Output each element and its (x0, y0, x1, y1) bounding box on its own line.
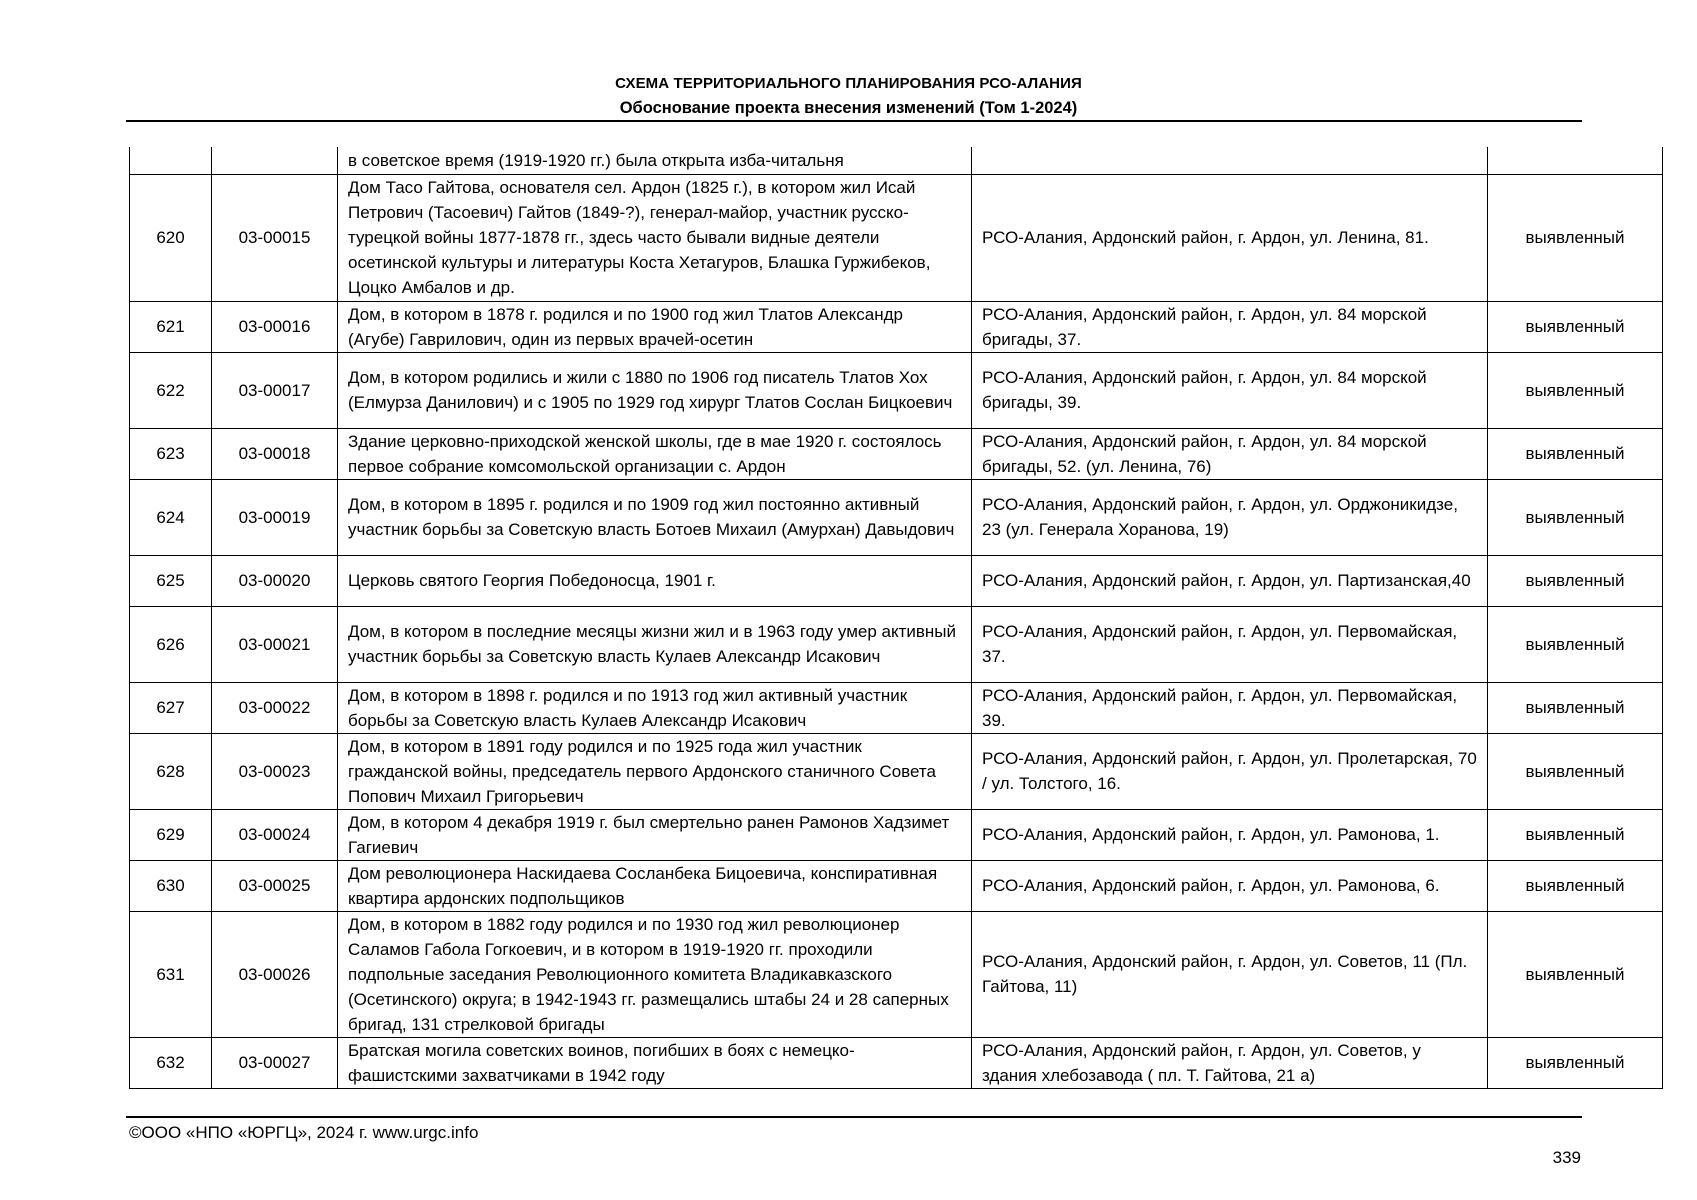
table-row (130, 682, 1663, 733)
table-row (130, 733, 1663, 809)
cell-number: 627 (130, 682, 212, 733)
cell-code: 03-00016 (212, 301, 338, 352)
cell-status: выявленный (1488, 860, 1663, 911)
cell-status: выявленный (1488, 911, 1663, 1037)
cell-name: Дом Тасо Гайтова, основателя сел. Ардон (1825 г.), в котором жил Исай Петрович (Тасоевич) Гайтов (1849-?), генерал-майор, участник русско-турецкой войны 1877-1878 гг., здесь часто бывали видные деятели осетинской культуры и литературы Коста Хетагуров, Блашка Гуржибеков, Цоцко Амбалов и др. (338, 174, 972, 301)
cell-number: 620 (130, 174, 212, 301)
cell-number: 628 (130, 733, 212, 809)
cell-status: выявленный (1488, 809, 1663, 860)
cell-address: РСО-Алания, Ардонский район, г. Ардон, ул. Советов, 11 (Пл. Гайтова, 11) (972, 911, 1488, 1037)
cell-status: выявленный (1488, 733, 1663, 809)
cell-name: в советское время (1919-1920 гг.) была открыта изба-читальня (338, 147, 972, 174)
cell-address: РСО-Алания, Ардонский район, г. Ардон, ул. Рамонова, 6. (972, 860, 1488, 911)
cell-address: РСО-Алания, Ардонский район, г. Ардон, ул. Рамонова, 1. (972, 809, 1488, 860)
cell-address: РСО-Алания, Ардонский район, г. Ардон, ул. 84 морской бригады, 52. (ул. Ленина, 76) (972, 428, 1488, 479)
cell-status: выявленный (1488, 1037, 1663, 1088)
table-row (130, 860, 1663, 911)
cell-name: Церковь святого Георгия Победоносца, 1901 г. (338, 555, 972, 606)
cell-number: 632 (130, 1037, 212, 1088)
cell-number: 631 (130, 911, 212, 1037)
cell-status: выявленный (1488, 682, 1663, 733)
cell-status: выявленный (1488, 555, 1663, 606)
document-header (0, 72, 1697, 120)
table-row (130, 428, 1663, 479)
cell-code: 03-00020 (212, 555, 338, 606)
table-row (130, 911, 1663, 1037)
cell-name: Братская могила советских воинов, погибших в боях с немецко-фашистскими захватчиками в 1942 году (338, 1037, 972, 1088)
cell-status: выявленный (1488, 428, 1663, 479)
footer-copyright: ©ООО «НПО «ЮРГЦ», 2024 г. www.urgc.info (129, 1123, 479, 1142)
cell-status: выявленный (1488, 352, 1663, 428)
cell-address: РСО-Алания, Ардонский район, г. Ардон, ул. Партизанская,40 (972, 555, 1488, 606)
cell-name: Здание церковно-приходской женской школы, где в мае 1920 г. состоялось первое собрание комсомольской организации с. Ардон (338, 428, 972, 479)
table-row (130, 555, 1663, 606)
cell-name: Дом, в котором в последние месяцы жизни жил и в 1963 году умер активный участник борьбы за Советскую власть Кулаев Александр Исакович (338, 606, 972, 682)
cell-name: Дом, в котором 4 декабря 1919 г. был смертельно ранен Рамонов Хадзимет Гагиевич (338, 809, 972, 860)
cell-code: 03-00025 (212, 860, 338, 911)
cell-number: 625 (130, 555, 212, 606)
cell-address: РСО-Алания, Ардонский район, г. Ардон, ул. Орджоникидзе, 23 (ул. Генерала Хоранова, 19) (972, 479, 1488, 555)
header-rule (126, 120, 1582, 122)
cell-status: выявленный (1488, 174, 1663, 301)
table-row (130, 479, 1663, 555)
cell-number: 623 (130, 428, 212, 479)
cell-number: 630 (130, 860, 212, 911)
table-body (130, 147, 1663, 1088)
cell-code: 03-00023 (212, 733, 338, 809)
table-row (130, 1037, 1663, 1088)
footer-rule (126, 1116, 1582, 1118)
cell-address: РСО-Алания, Ардонский район, г. Ардон, ул. Первомайская, 37. (972, 606, 1488, 682)
heritage-objects-table (129, 147, 1663, 1089)
cell-number: 622 (130, 352, 212, 428)
table-row (130, 174, 1663, 301)
cell-code: 03-00024 (212, 809, 338, 860)
table-row-continued (130, 147, 1663, 174)
cell-status: выявленный (1488, 301, 1663, 352)
cell-code: 03-00019 (212, 479, 338, 555)
cell-name: Дом, в котором в 1895 г. родился и по 1909 год жил постоянно активный участник борьбы за Советскую власть Ботоев Михаил (Амурхан) Давыдович (338, 479, 972, 555)
table-row (130, 301, 1663, 352)
cell-number: 629 (130, 809, 212, 860)
page-number: 339 (1552, 1148, 1581, 1167)
cell-code: 03-00027 (212, 1037, 338, 1088)
cell-status: выявленный (1488, 606, 1663, 682)
document-title: СХЕМА ТЕРРИТОРИАЛЬНОГО ПЛАНИРОВАНИЯ РСО-АЛАНИЯ (615, 75, 1082, 92)
cell-name: Дом, в котором в 1882 году родился и по 1930 год жил революционер Саламов Габола Гогкоевич, и в котором в 1919-1920 гг. проходили подпольные заседания Революционного комитета Владикавказского (Осетинского) округа; в 1942-1943 гг. размещались штабы 24 и 28 саперных бригад, 131 стрелковой бригады (338, 911, 972, 1037)
cell-name: Дом революционера Наскидаева Сосланбека Бицоевича, конспиративная квартира ардонских подпольщиков (338, 860, 972, 911)
document-subtitle: Обоснование проекта внесения изменений (Том 1-2024) (619, 99, 1078, 117)
cell-number (130, 147, 212, 174)
cell-number: 621 (130, 301, 212, 352)
cell-address (972, 147, 1488, 174)
cell-name: Дом, в котором в 1898 г. родился и по 1913 год жил активный участник борьбы за Советскую власть Кулаев Александр Исакович (338, 682, 972, 733)
cell-status: выявленный (1488, 479, 1663, 555)
cell-address: РСО-Алания, Ардонский район, г. Ардон, ул. 84 морской бригады, 37. (972, 301, 1488, 352)
cell-code: 03-00022 (212, 682, 338, 733)
cell-name: Дом, в котором в 1891 году родился и по 1925 года жил участник гражданской войны, председатель первого Ардонского станичного Совета Попович Михаил Григорьевич (338, 733, 972, 809)
cell-code: 03-00018 (212, 428, 338, 479)
cell-number: 626 (130, 606, 212, 682)
cell-code: 03-00015 (212, 174, 338, 301)
cell-status (1488, 147, 1663, 174)
cell-code: 03-00017 (212, 352, 338, 428)
cell-name: Дом, в котором родились и жили с 1880 по 1906 год писатель Тлатов Хох (Елмурза Данилович) и с 1905 по 1929 год хирург Тлатов Сослан Бицкоевич (338, 352, 972, 428)
table-row (130, 352, 1663, 428)
cell-address: РСО-Алания, Ардонский район, г. Ардон, ул. Пролетарская, 70 / ул. Толстого, 16. (972, 733, 1488, 809)
cell-number: 624 (130, 479, 212, 555)
cell-address: РСО-Алания, Ардонский район, г. Ардон, ул. 84 морской бригады, 39. (972, 352, 1488, 428)
cell-name: Дом, в котором в 1878 г. родился и по 1900 год жил Тлатов Александр (Агубе) Гаврилович, один из первых врачей-осетин (338, 301, 972, 352)
cell-address: РСО-Алания, Ардонский район, г. Ардон, ул. Первомайская, 39. (972, 682, 1488, 733)
table-row (130, 809, 1663, 860)
cell-code: 03-00021 (212, 606, 338, 682)
cell-address: РСО-Алания, Ардонский район, г. Ардон, ул. Ленина, 81. (972, 174, 1488, 301)
cell-code (212, 147, 338, 174)
cell-address: РСО-Алания, Ардонский район, г. Ардон, ул. Советов, у здания хлебозавода ( пл. Т. Гайтова, 21 а) (972, 1037, 1488, 1088)
cell-code: 03-00026 (212, 911, 338, 1037)
table-row (130, 606, 1663, 682)
